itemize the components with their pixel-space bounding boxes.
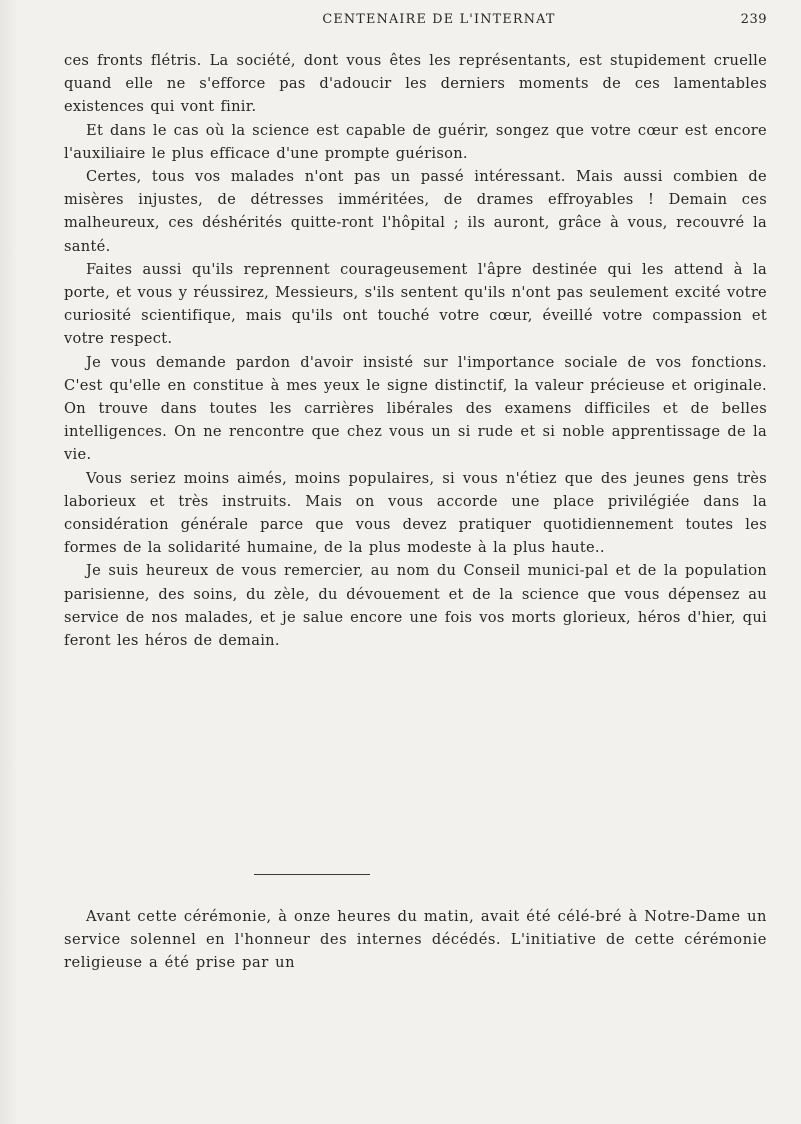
page-header: [64, 12, 767, 34]
following-section: [64, 905, 767, 975]
page-number: 239: [740, 12, 767, 27]
running-title: CENTENAIRE DE L'INTERNAT: [322, 12, 556, 27]
main-text: [64, 49, 767, 652]
paragraph-after-separator: Avant cette cérémonie, à onze heures du matin, avait été célé-bré à Notre-Dame un service solennel en l'honneur des internes décédés. L'initiative de cette cérémonie religieuse a été prise par un: [64, 908, 767, 972]
paragraph-3: Certes, tous vos malades n'ont pas un passé intéressant. Mais aussi combien de misères injustes, de détresses imméritées, de drames effroyables ! Demain ces malheureux, ces déshérités quitte-ront l'hôpital ; ils auront, grâce à vous, recouvré la santé.: [64, 168, 767, 255]
paragraph-5: Je vous demande pardon d'avoir insisté sur l'importance sociale de vos fonctions. C'est qu'elle en constitue à mes yeux le signe distinctif, la valeur précieuse et originale. On trouve dans toutes les carrières libérales des examens difficiles et de belles intelligences. On ne rencontre que chez vous un si rude et si noble apprentissage de la vie.: [64, 353, 767, 464]
paragraph-7: Je suis heureux de vous remercier, au nom du Conseil munici-pal et de la population parisienne, des soins, du zèle, du dévouement et de la science que vous dépensez au service de nos malades, et je salue encore une fois vos morts glorieux, héros d'hier, qui feront les héros de demain.: [64, 562, 767, 650]
section-separator: [254, 874, 370, 875]
paragraph-4: Faites aussi qu'ils reprennent courageusement l'âpre destinée qui les attend à la porte, et vous y réussirez, Messieurs, s'ils sentent qu'ils n'ont pas seulement excité votre curiosité scientifique, mais qu'ils ont touché votre cœur, éveillé votre compassion et votre respect.: [64, 260, 767, 348]
paragraph-6: Vous seriez moins aimés, moins populaires, si vous n'étiez que des jeunes gens très laborieux et très instruits. Mais on vous accorde une place privilégiée dans la considération générale parce que vous devez pratiquer quotidiennement toutes les formes de la solidarité humaine, de la plus modeste à la plus haute..: [64, 469, 767, 557]
paragraph-1: ces fronts flétris. La société, dont vous êtes les représentants, est stupidement cruelle quand elle ne s'efforce pas d'adoucir les derniers moments de ces lamentables existences qui vont finir.: [64, 52, 767, 116]
paragraph-2: Et dans le cas où la science est capable de guérir, songez que votre cœur est encore l'auxiliaire le plus efficace d'une prompte guérison.: [64, 121, 767, 162]
page-edge-shadow: [0, 0, 18, 1124]
